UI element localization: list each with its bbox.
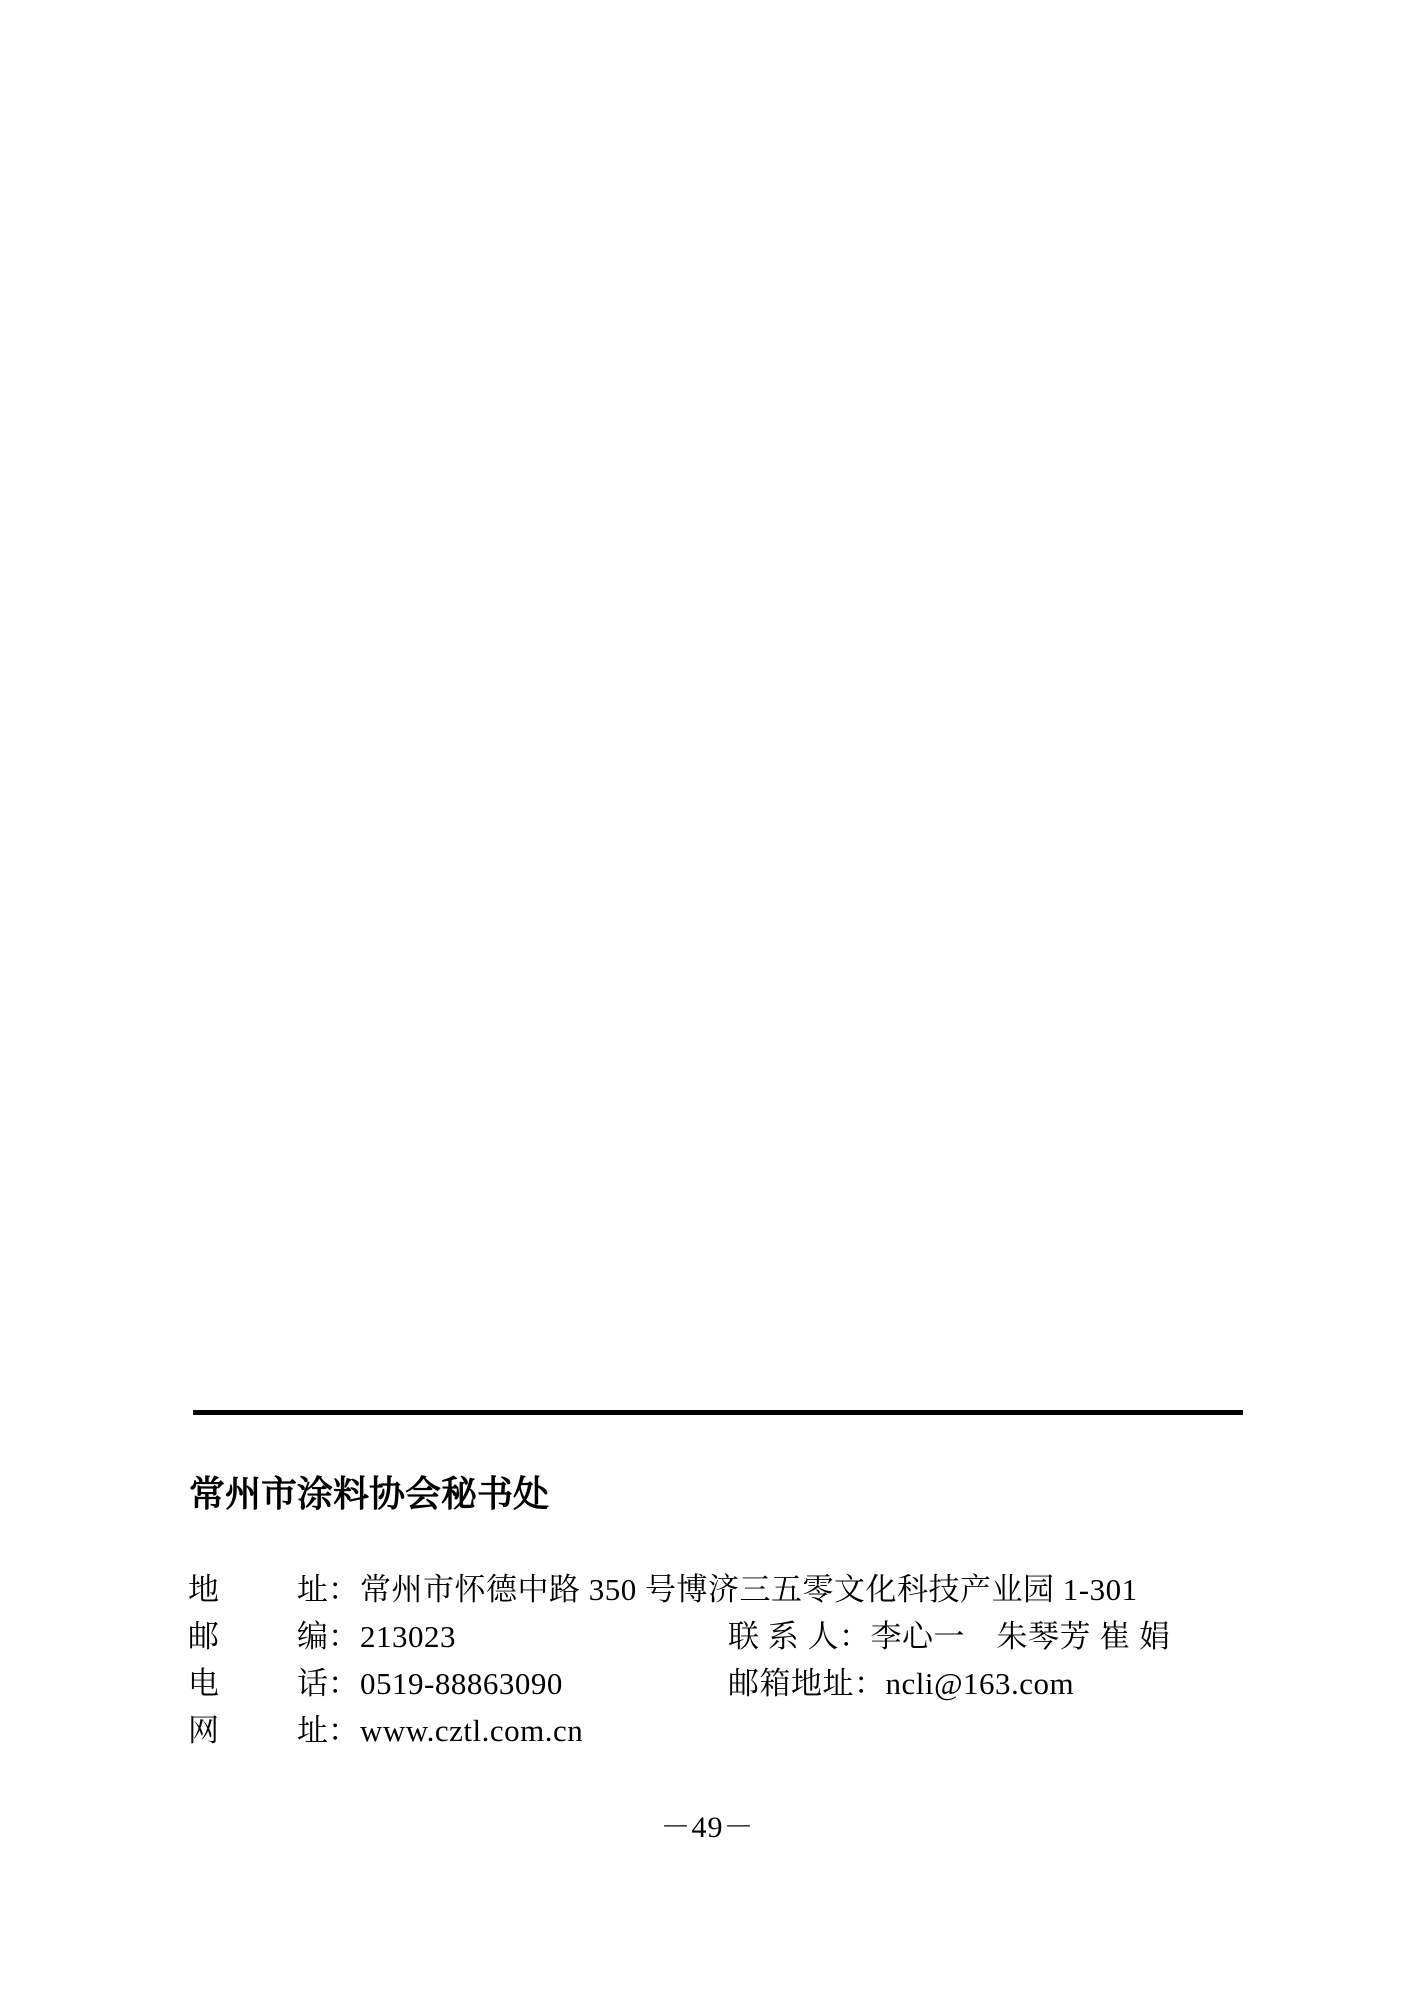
contact-label: [188, 1566, 328, 1613]
contact-value-address: 常州市怀德中路 350 号博济三五零文化科技产业园 1-301: [360, 1572, 1138, 1607]
contact-persons: 联 系 人：李心一 朱琴芳 崔 娟: [728, 1619, 1171, 1654]
contact-label: [188, 1707, 328, 1754]
contact-label-char: 地: [188, 1572, 219, 1607]
contact-label-char: 话: [297, 1666, 328, 1701]
contact-label: [188, 1613, 328, 1660]
contact-colon: ：: [328, 1666, 359, 1701]
contact-row-address: [188, 1566, 1258, 1613]
contact-row-phone: [188, 1660, 1258, 1707]
page-number: －49－: [660, 1811, 755, 1844]
contact-info-block: [188, 1566, 1258, 1754]
contact-value-phone: 0519-88863090: [360, 1666, 563, 1701]
contact-label: [188, 1660, 328, 1707]
contact-label-char: 址: [297, 1713, 328, 1748]
contact-label-char: 邮: [188, 1619, 219, 1654]
contact-label-char: 网: [188, 1713, 219, 1748]
contact-value-postcode: 213023: [360, 1619, 456, 1654]
footer-divider-rule: [193, 1410, 1243, 1415]
contact-colon: ：: [328, 1619, 359, 1654]
contact-label-char: 编: [297, 1619, 328, 1654]
contact-email: 邮箱地址：ncli@163.com: [728, 1666, 1075, 1701]
contact-label-char: 电: [188, 1666, 219, 1701]
contact-row-postcode: [188, 1613, 1258, 1660]
organization-title: 常州市涂料协会秘书处: [189, 1473, 550, 1514]
contact-row-website: [188, 1707, 1258, 1754]
contact-value-website: www.cztl.com.cn: [360, 1713, 584, 1748]
contact-colon: ：: [328, 1713, 359, 1748]
contact-label-char: 址: [297, 1572, 328, 1607]
contact-colon: ：: [328, 1572, 359, 1607]
